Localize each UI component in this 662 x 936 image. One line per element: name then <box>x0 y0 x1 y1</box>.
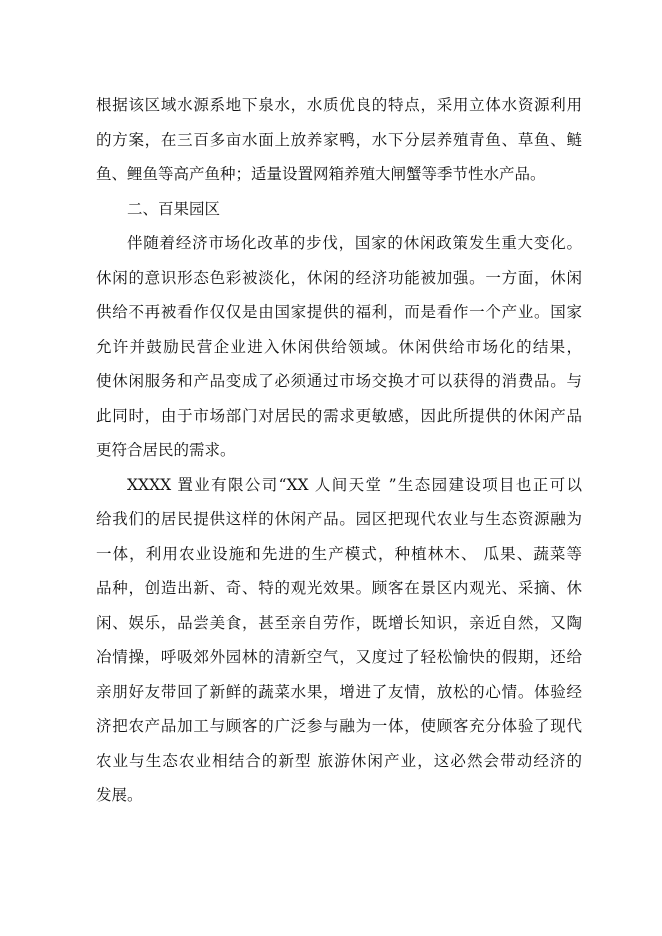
text-line: 发展。 <box>96 786 143 804</box>
document-body <box>96 88 582 813</box>
text-line: 亲朋好友带回了新鲜的蔬菜水果，增进了友情，放松的心情。体验经 <box>96 682 582 701</box>
text-line: 农业与生态农业相结合的新型 旅游休闲产业，这必然会带动经济的 <box>96 751 582 770</box>
text-line: 给我们的居民提供这样的休闲产品。园区把现代农业与生态资源融为 <box>96 510 582 528</box>
text-line: 冶情操，呼吸郊外园林的清新空气，又度过了轻松愉快的假期，还给 <box>96 648 582 666</box>
text-line: XXXX 置业有限公司“XX 人间天堂 ”生态园建设项目也正可以 <box>127 475 582 494</box>
section-heading: 二、百果园区 <box>127 199 221 218</box>
text-line: 品种，创造出新、奇、特的观光效果。顾客在景区内观光、采摘、休 <box>96 579 582 597</box>
text-line: 一体，利用农业设施和先进的生产模式，种植林木、 瓜果、蔬菜等 <box>96 544 582 563</box>
text-line: 根据该区域水源系地下泉水，水质优良的特点，采用立体水资源利用 <box>96 96 582 114</box>
text-line: 休闲的意识形态色彩被淡化，休闲的经济功能被加强。一方面，休闲 <box>96 268 582 287</box>
text-line: 济把农产品加工与顾客的广泛参与融为一体，使顾客充分体验了现代 <box>96 717 582 735</box>
text-line: 此同时，由于市场部门对居民的需求更敏感，因此所提供的休闲产品 <box>96 406 582 425</box>
text-line: 允许并鼓励民营企业进入休闲供给领域。休闲供给市场化的结果， <box>96 337 582 356</box>
paragraph-project-description <box>96 468 582 813</box>
text-line: 伴随着经济市场化改革的步伐，国家的休闲政策发生重大变化。 <box>127 234 582 252</box>
text-line: 更符合居民的需求。 <box>96 441 236 459</box>
text-line: 鱼、鲤鱼等高产鱼种；适量设置网箱养殖大闸蟹等季节性水产品。 <box>96 165 546 183</box>
paragraph-water-resources <box>96 88 582 192</box>
text-line: 使休闲服务和产品变成了必须通过市场交换才可以获得的消费品。与 <box>96 372 582 390</box>
text-line: 供给不再被看作仅仅是由国家提供的福利，而是看作一个产业。国家 <box>96 303 582 321</box>
text-line: 的方案，在三百多亩水面上放养家鸭，水下分层养殖青鱼、草鱼、鲢 <box>96 130 582 149</box>
text-line: 闲、娱乐，品尝美食，甚至亲自劳作，既增长知识，亲近自然，又陶 <box>96 613 582 632</box>
section-heading-orchard <box>96 192 582 227</box>
paragraph-leisure-policy <box>96 226 582 468</box>
